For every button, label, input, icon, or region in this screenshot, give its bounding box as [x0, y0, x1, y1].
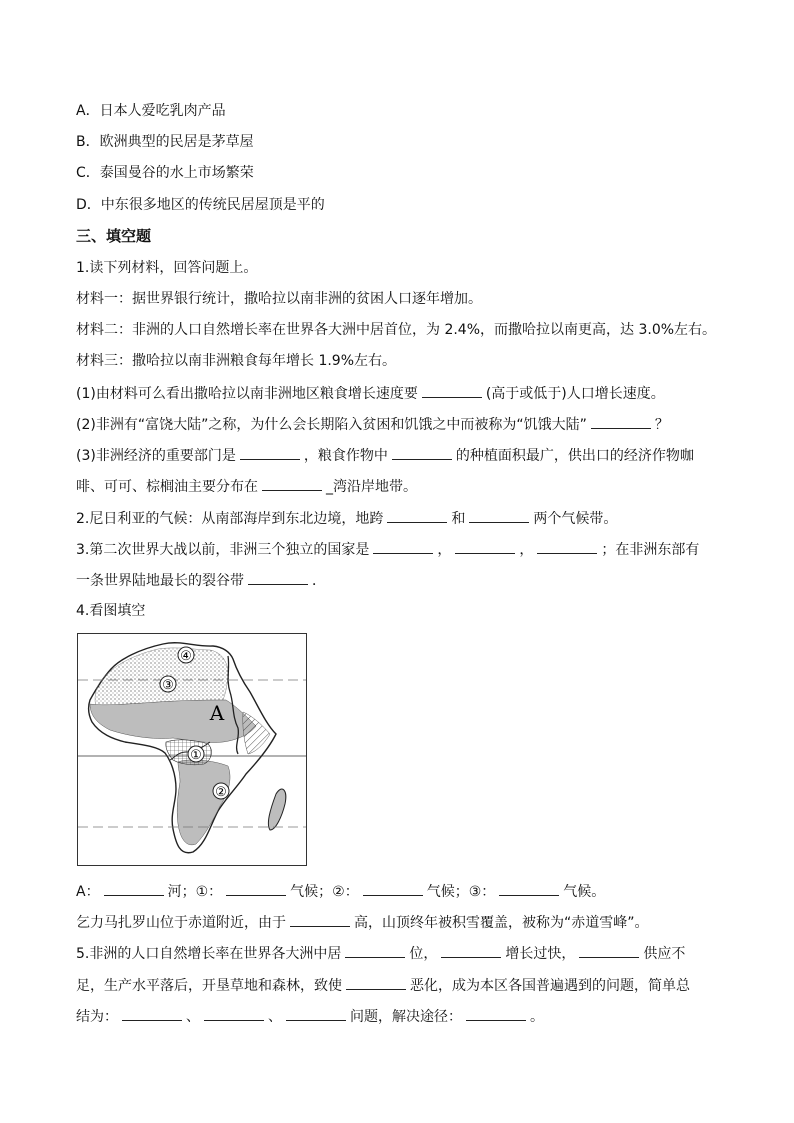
- answer-blank[interactable]: [248, 570, 308, 585]
- q4-answer-text-a: A：: [76, 884, 100, 900]
- madagascar: [268, 789, 285, 830]
- q5-text-k: 。: [530, 1009, 544, 1025]
- q4-intro: 4.看图填空: [76, 603, 146, 619]
- answer-blank[interactable]: [373, 539, 433, 554]
- q1-material-1: 材料一：据世界银行统计，撒哈拉以南非洲的贫困人口逐年增加。: [76, 291, 482, 307]
- q2: [76, 508, 617, 529]
- map-label-3: ③: [162, 678, 174, 693]
- answer-blank[interactable]: [104, 881, 164, 896]
- q1-material-3: 材料三：撒哈拉以南非洲粮食每年增长 1.9%左右。: [76, 353, 397, 369]
- option-b: B．欧洲典型的民居是茅草屋: [76, 134, 254, 150]
- q1-part-3-text-b: ，粮食作物中: [303, 448, 388, 464]
- q5: [76, 943, 685, 964]
- answer-blank[interactable]: [441, 943, 501, 958]
- answer-blank[interactable]: [422, 383, 482, 398]
- answer-blank[interactable]: [466, 1006, 526, 1021]
- answer-blank[interactable]: [122, 1006, 182, 1021]
- q4-kili-text-a: 乞力马扎罗山位于赤道附近，由于: [76, 915, 286, 931]
- q4-kili-text-b: 高，山顶终年被积雪覆盖，被称为“赤道雪峰”。: [354, 915, 649, 931]
- q4-answer-text-c: 气候；②：: [290, 884, 359, 900]
- q1-part-1-text-b: (高于或低于)人口增长速度。: [485, 386, 665, 402]
- answer-blank[interactable]: [392, 445, 452, 460]
- q1-part-3-text-e: _湾沿岸地带。: [326, 479, 417, 495]
- answer-blank[interactable]: [499, 881, 559, 896]
- map-label-4: ④: [180, 649, 192, 664]
- q1-intro: 1.读下列材料，回答问题上。: [76, 260, 258, 276]
- q1-part-3-text-c: 的种植面积最广，供出口的经济作物咖: [455, 448, 694, 464]
- q1-part-1-text-a: (1)由材料可么看出撒哈拉以南非洲地区粮食增长速度要: [76, 386, 418, 402]
- q1-part-3-cont: [76, 476, 417, 497]
- africa-map: [77, 633, 307, 866]
- q5-text-h: 、: [186, 1009, 200, 1025]
- q1-part-2-text-b: ？: [654, 417, 669, 433]
- q1-part-2-text-a: (2)非洲有“富饶大陆”之称，为什么会长期陷入贫困和饥饿之中而被称为“饥饿大陆”: [76, 417, 587, 433]
- q1-part-3-text-d: 啡、可可、棕榈油主要分布在: [76, 479, 258, 495]
- q5-cont-1: [76, 975, 690, 996]
- map-label-2: ②: [215, 785, 227, 800]
- q4-answer: [76, 881, 605, 902]
- option-d: D．中东很多地区的传统民居屋顶是平的: [76, 197, 325, 213]
- option-c: C．泰国曼谷的水上市场繁荣: [76, 165, 254, 181]
- answer-blank[interactable]: [345, 943, 405, 958]
- answer-blank[interactable]: [363, 881, 423, 896]
- map-label-1: ①: [190, 748, 202, 763]
- q5-text-j: 问题，解决途径：: [350, 1009, 462, 1025]
- answer-blank[interactable]: [469, 508, 529, 523]
- q2-text-c: 两个气候带。: [533, 511, 618, 527]
- map-label-A: A: [209, 701, 225, 725]
- q5-text-a: 5.非洲的人口自然增长率在世界各大洲中居: [76, 946, 342, 962]
- answer-blank[interactable]: [537, 539, 597, 554]
- q3-text-e: 一条世界陆地最长的裂谷带: [76, 573, 244, 589]
- q5-text-b: 位，: [409, 946, 438, 962]
- q3-cont: [76, 570, 326, 591]
- q5-text-g: 结为：: [76, 1009, 118, 1025]
- q1-part-3-text-a: (3)非洲经济的重要部门是: [76, 448, 236, 464]
- answer-blank[interactable]: [290, 912, 350, 927]
- answer-blank[interactable]: [455, 539, 515, 554]
- q3-text-f: ．: [312, 573, 326, 589]
- q5-text-f: 恶化，成为本区各国普遍遇到的问题，简单总: [410, 978, 690, 994]
- savanna-region-south: [177, 760, 230, 845]
- q1-part-1: [76, 383, 665, 404]
- q5-cont-2: [76, 1006, 544, 1027]
- q3-text-c: ，: [519, 542, 534, 558]
- q1-part-2: [76, 414, 669, 435]
- q5-text-e: 足，生产水平落后，开垦草地和森林，致使: [76, 978, 342, 994]
- q3: [76, 539, 699, 560]
- q3-text-b: ，: [437, 542, 452, 558]
- q4-answer-text-b: 河；①：: [167, 884, 223, 900]
- answer-blank[interactable]: [579, 943, 639, 958]
- option-a: A．日本人爱吃乳肉产品: [76, 103, 226, 119]
- q2-text-b: 和: [451, 511, 466, 527]
- answer-blank[interactable]: [262, 476, 322, 491]
- section-heading: 三、填空题: [76, 227, 152, 245]
- answer-blank[interactable]: [226, 881, 286, 896]
- q3-text-a: 3.第二次世界大战以前，非洲三个独立的国家是: [76, 542, 370, 558]
- answer-blank[interactable]: [240, 445, 300, 460]
- q4-answer-text-d: 气候；③：: [426, 884, 496, 900]
- answer-blank[interactable]: [591, 414, 651, 429]
- q5-text-c: 增长过快，: [505, 946, 576, 962]
- q1-part-3: [76, 445, 694, 466]
- q4-kilimanjaro: [76, 912, 649, 933]
- answer-blank[interactable]: [346, 975, 406, 990]
- q2-text-a: 2.尼日利亚的气候：从南部海岸到东北边境，地跨: [76, 511, 384, 527]
- q3-text-d: ；在非洲东部有: [601, 542, 700, 558]
- answer-blank[interactable]: [204, 1006, 264, 1021]
- answer-blank[interactable]: [387, 508, 447, 523]
- q1-material-2: 材料二：非洲的人口自然增长率在世界各大洲中居首位，为 2.4%，而撒哈拉以南更高，达 3.0%左右。: [76, 322, 717, 338]
- q5-text-d: 供应不: [643, 946, 686, 962]
- q4-answer-text-e: 气候。: [563, 884, 606, 900]
- q5-text-i: 、: [268, 1009, 282, 1025]
- answer-blank[interactable]: [286, 1006, 346, 1021]
